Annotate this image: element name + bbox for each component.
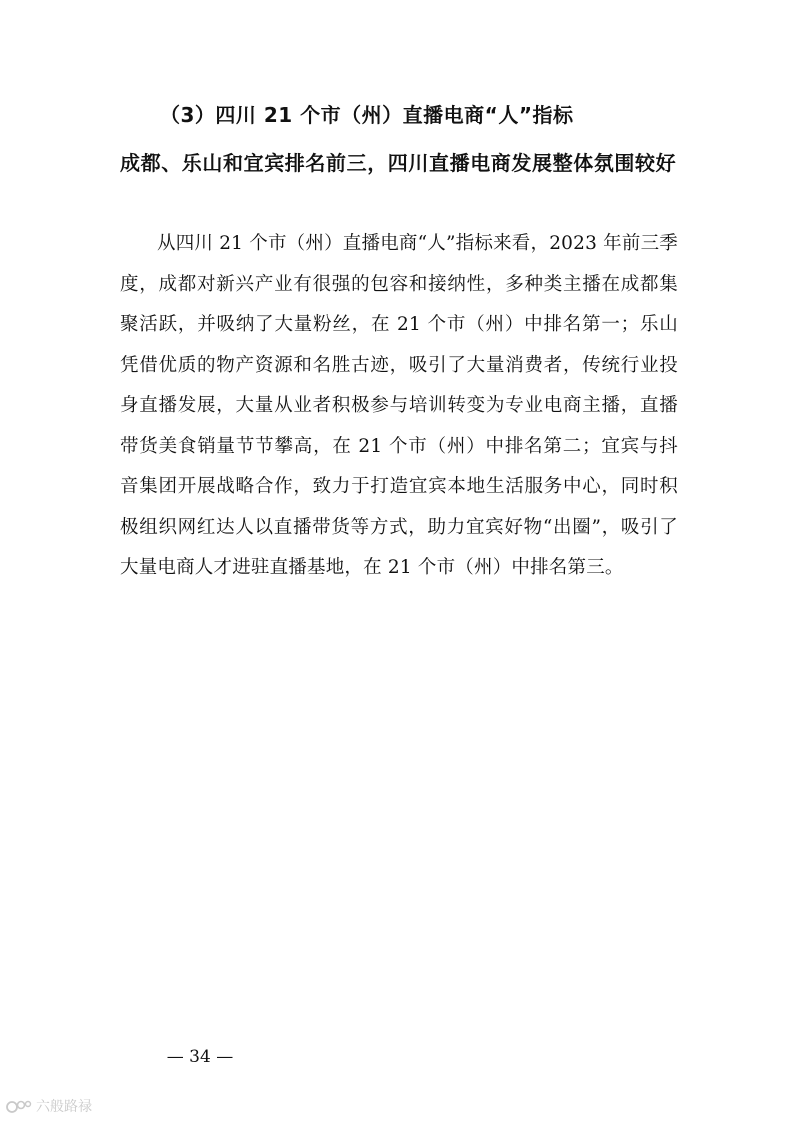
subheading: 成都、乐山和宜宾排名前三，四川直播电商发展整体氛围较好 bbox=[120, 151, 677, 175]
watermark-text: 六般路禄 bbox=[36, 1099, 92, 1115]
logo-icon bbox=[6, 1097, 32, 1115]
page-number: — 34 — bbox=[166, 1047, 234, 1067]
body-paragraph: 从四川 21 个市（州）直播电商“人”指标来看，2023 年前三季度，成都对新兴产业有很强的包容和接纳性，多种类主播在成都集聚活跃，并吸纳了大量粉丝，在 21 个市（州）中排名第一；乐山凭借优质的物产资源和名胜古迹，吸引了大量消费者，传统行业投身直播发展，大量从业者积极参与培训转变为专业电商主播，直播带货美食销量节节攀高，在 21 个市（州）中排名第二；宜宾与抖音集团开展战略合作，致力于打造宜宾本地生活服务中心，同时积极组织网红达人以直播带货等方式，助力宜宾好物“出圈”，吸引了大量电商人才进驻直播基地，在 21 个市（州）中排名第三。 bbox=[120, 233, 678, 578]
section-heading: （3）四川 21 个市（州）直播电商“人”指标 bbox=[160, 103, 574, 127]
watermark bbox=[6, 1096, 92, 1116]
